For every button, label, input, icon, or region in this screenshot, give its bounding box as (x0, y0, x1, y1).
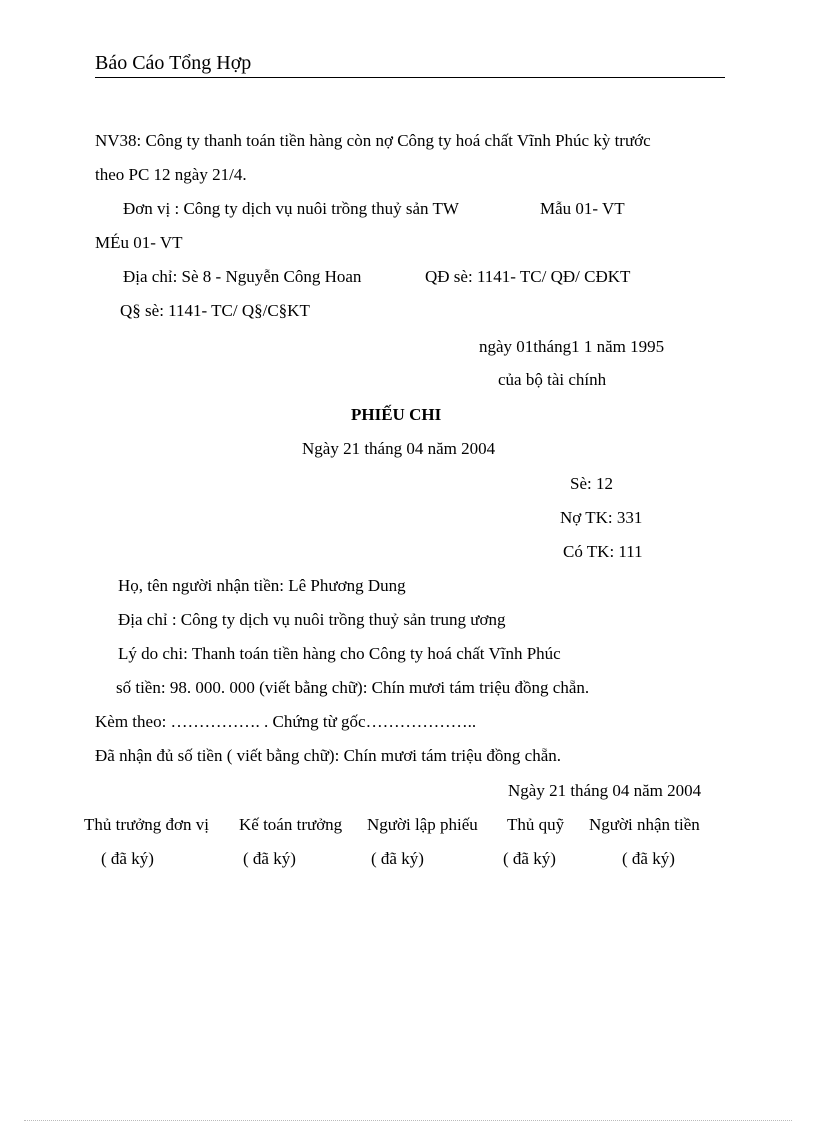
intro-line-1: NV38: Công ty thanh toán tiền hàng còn nợ Công ty hoá chất Vĩnh Phúc kỳ trước (95, 131, 651, 150)
signature-role-director: Thủ trưởng đơn vị (84, 815, 209, 834)
unit-address: Địa chỉ: Sè 8 - Nguyễn Công Hoan (123, 267, 362, 286)
signature-date: Ngày 21 tháng 04 năm 2004 (508, 781, 702, 800)
decision-issuer: của bộ tài chính (498, 370, 607, 389)
decision-number-garbled: Q§ sè: 1141- TC/ Q§/C§KT (120, 301, 310, 320)
recipient-name: Họ, tên người nhận tiền: Lê Phương Dung (118, 576, 406, 595)
signature-role-preparer: Người lập phiếu (367, 815, 478, 834)
signature-status-cashier: ( đã ký) (503, 849, 556, 868)
signature-role-cashier: Thủ quỹ (507, 815, 565, 834)
signature-status-preparer: ( đã ký) (371, 849, 424, 868)
payment-amount: số tiền: 98. 000. 000 (viết bằng chữ): Chín mươi tám triệu đồng chẵn. (116, 678, 590, 697)
voucher-title: PHIẾU CHI (351, 405, 442, 424)
credit-account: Có TK: 111 (563, 542, 643, 561)
signature-status-recipient: ( đã ký) (622, 849, 675, 868)
form-number-garbled: MÉu 01- VT (95, 233, 183, 252)
page-bottom-rule (24, 1120, 792, 1121)
payment-reason: Lý do chi: Thanh toán tiền hàng cho Công ty hoá chất Vĩnh Phúc (118, 644, 561, 663)
form-number: Mẫu 01- VT (540, 199, 625, 218)
debit-account: Nợ TK: 331 (560, 508, 643, 527)
header-rule (95, 77, 725, 78)
signature-status-chief-accountant: ( đã ký) (243, 849, 296, 868)
attachments: Kèm theo: ……………. . Chứng từ gốc……………….. (95, 712, 477, 731)
signature-role-recipient: Người nhận tiền (589, 815, 700, 834)
voucher-number: Sè: 12 (570, 474, 613, 493)
unit-name: Đơn vị : Công ty dịch vụ nuôi trồng thuỷ sản TW (123, 199, 459, 218)
voucher-date: Ngày 21 tháng 04 năm 2004 (302, 439, 496, 458)
signature-role-chief-accountant: Kế toán trưởng (239, 815, 343, 834)
received-amount: Đã nhận đủ số tiền ( viết bằng chữ): Chín mươi tám triệu đồng chẵn. (95, 746, 562, 765)
intro-line-2: theo PC 12 ngày 21/4. (95, 165, 247, 184)
recipient-address: Địa chỉ : Công ty dịch vụ nuôi trồng thuỷ sản trung ương (118, 610, 506, 629)
signature-status-director: ( đã ký) (101, 849, 154, 868)
page-header-title: Báo Cáo Tổng Hợp (95, 52, 252, 74)
decision-date: ngày 01tháng1 1 năm 1995 (479, 337, 665, 356)
decision-number: QĐ sè: 1141- TC/ QĐ/ CĐKT (425, 267, 631, 286)
